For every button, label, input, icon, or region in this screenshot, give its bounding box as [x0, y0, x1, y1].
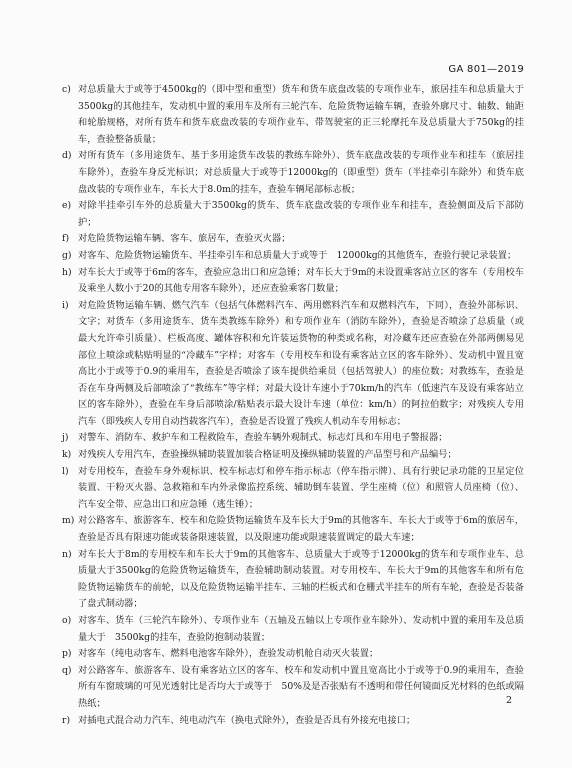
list-item-e — [62, 198, 524, 231]
list-text: 对公路客车、旅游客车、校车和危险货物运输货车及车长大于9m的其他客车、车长大于或等于6m的旅居车，查验是否具有限速功能或装备限速装置，以及限速功能或限速装置调定的最大车速； — [78, 515, 524, 544]
list-label: q) — [62, 664, 72, 676]
list-label: n) — [62, 548, 72, 560]
list-label: k) — [62, 449, 72, 461]
list-label: c) — [62, 84, 71, 95]
list-label: p) — [62, 648, 72, 660]
list-item-i — [62, 298, 524, 431]
list-item-c — [62, 82, 524, 148]
list-item-r — [62, 713, 524, 730]
list-item-p — [62, 646, 524, 663]
list-item-g — [62, 248, 524, 265]
list-text: 对公路客车、旅游客车、设有乘客站立区的客车、校车和发动机中置且宽高比小于或等于0.9的乘用车，查验所有车窗玻璃的可见光透射比是否均大于或等于 50%及是否张贴有不透明和带任何镜面反光材料的色纸或隔热纸； — [78, 664, 524, 709]
list-item-o — [62, 613, 524, 646]
list-label: m) — [62, 515, 75, 527]
list-label: l) — [62, 465, 69, 477]
list-item-q — [62, 663, 524, 713]
list-label: g) — [62, 249, 72, 261]
list-label: i) — [62, 299, 69, 311]
list-text: 对危险货物运输车辆、客车、旅居车，查验灭火器； — [78, 233, 291, 245]
document-body — [62, 82, 524, 729]
list-label: d) — [62, 150, 72, 162]
list-label: o) — [62, 615, 72, 626]
list-label: r) — [62, 714, 71, 726]
list-text: 对除半挂牵引车外的总质量大于3500kg的货车、货车底盘改装的专项作业车和挂车，查验侧面及后下部防护； — [78, 200, 524, 228]
list-item-j — [62, 430, 524, 447]
page-number: 2 — [505, 695, 512, 706]
list-text: 对车长大于或等于6m的客车，查验应急出口和应急锤；对车长大于9m的未设置乘客站立区的客车（专用校车及乘坐人数小于20的其他专用客车除外），还应查验乘客门数量； — [78, 266, 524, 295]
list-label: e) — [62, 200, 72, 212]
list-item-l — [62, 464, 524, 514]
list-item-d — [62, 148, 524, 198]
list-label: h) — [62, 266, 72, 278]
list-item-m — [62, 513, 524, 546]
list-item-k — [62, 447, 524, 464]
list-text: 对插电式混合动力汽车、纯电动汽车（换电式除外），查验是否具有外接充电接口； — [78, 714, 416, 726]
list-item-n — [62, 547, 524, 613]
list-text: 对所有货车（多用途货车、基于多用途货车改装的教练车除外）、货车底盘改装的专项作业车和挂车（旅居挂车除外），查验车身反光标识；对总质量大于或等于12000kg的（即重型）货车（半挂牵引车除外）和货车底盘改装的专项作业车，车长大于8.0m的挂车，查验车辆尾部标志板； — [78, 150, 524, 195]
list-text: 对警车、消防车、救护车和工程救险车，查验车辆外观制式、标志灯具和车用电子警报器； — [78, 432, 448, 444]
list-text: 对残疾人专用汽车，查验操纵辅助装置加装合格证明及操纵辅助装置的产品型号和产品编号； — [78, 449, 457, 461]
list-text: 对专用校车，查验车身外观标识、校车标志灯和停车指示标志（停车指示牌）、具有行驶记录功能的卫星定位装置、干粉灭火器、急救箱和车内外录像监控系统、辅助倒车装置、学生座椅（位）和照管人员座椅（位）、汽车安全带、应急出口和应急锤（逃生锤）； — [78, 465, 524, 510]
list-text: 对危险货物运输车辆、燃气汽车（包括气体燃料汽车、两用燃料汽车和双燃料汽车，下同），查验外部标识、文字；对货车（多用途货车、货车类教练车除外）和专项作业车（消防车除外），查验是否喷涂了总质量（或最大允许牵引质量）、栏板高度、罐体容积和允许装运货物的种类或名称，对冷藏车还应查验在外部两侧易见部位上喷涂或粘贴明显的“冷藏车”字样；对客车（专用校车和设有乘客站立区的客车除外）、发动机中置且宽高比小于或等于0.9的乘用车，查验是否喷涂了该车提供给乘员（包括驾驶人）的座位数；对教练车，查验是否在车身两侧及后部喷涂了“教练车”等字样；对最大设计车速小于70km/h的汽车（低速汽车及设有乘客站立区的客车除外），查验在车身后部喷涂/粘贴表示最大设计车速（单位：km/h）的阿拉伯数字；对残疾人专用汽车（即残疾人专用自动挡载客汽车），查验是否设置了残疾人机动车专用标志； — [78, 299, 524, 427]
standard-code: GA 801—2019 — [448, 64, 524, 75]
list-text: 对客车、货车（三轮汽车除外）、专项作业车（五轴及五轴以上专项作业车除外）、发动机中置的乘用车及总质量大于 3500kg的挂车，查验防抱制动装置； — [78, 615, 524, 643]
list-label: f) — [62, 233, 70, 245]
list-text: 对客车（纯电动客车、燃料电池客车除外），查验发动机舱自动灭火装置； — [78, 648, 379, 660]
list-text: 对客车、危险货物运输货车、半挂牵引车和总质量大于或等于 12000kg的其他货车，查验行驶记录装置； — [78, 249, 517, 261]
list-item-f — [62, 231, 524, 248]
list-item-h — [62, 265, 524, 298]
list-text: 对车长大于8m的专用校车和车长大于9m的其他客车、总质量大于或等于12000kg的货车和专项作业车、总质量大于3500kg的危险货物运输货车，查验辅助制动装置。对专用校车、车长大于9m的其他客车和所有危险货物运输货车的前轮，以及危险货物运输半挂车、三轴的栏板式和仓栅式半挂车的所有车轮，查验是否装备了盘式制动器； — [78, 548, 524, 610]
list-text: 对总质量大于或等于4500kg的（即中型和重型）货车和货车底盘改装的专项作业车，旅居挂车和总质量大于3500kg的其他挂车，发动机中置的乘用车及所有三轮汽车、危险货物运输车辆，查验外廓尺寸、轴数、轴距和轮胎规格，对所有货车和货车底盘改装的专项作业车、带驾驶室的正三轮摩托车及总质量大于750kg的挂车，查验整备质量； — [78, 84, 524, 145]
list-label: j) — [62, 432, 69, 444]
